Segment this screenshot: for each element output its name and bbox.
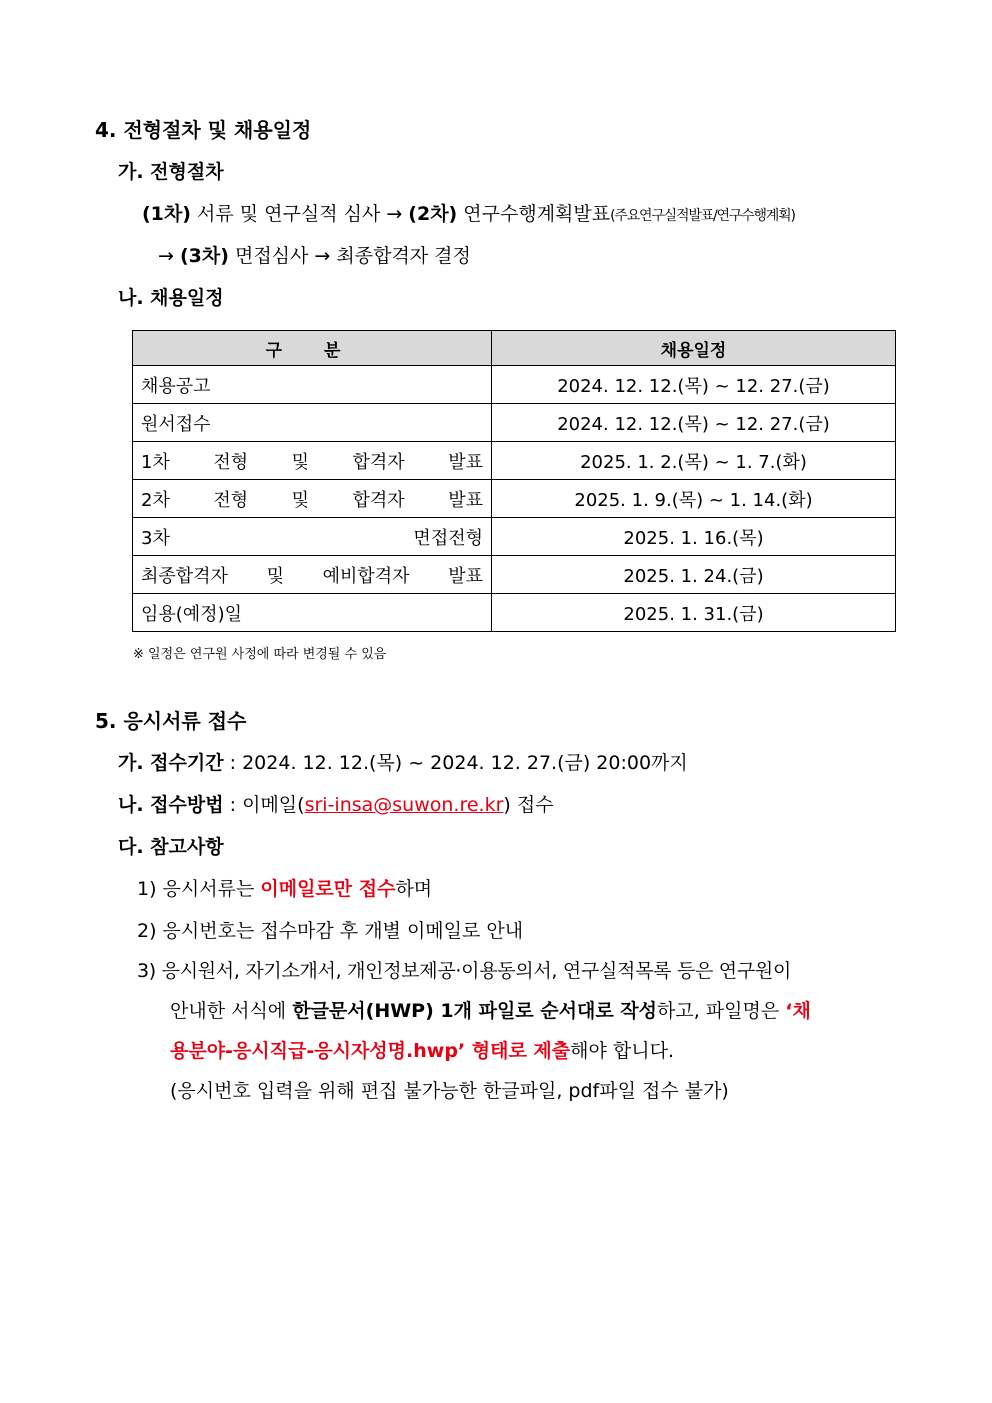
method-label: 나. 접수방법 bbox=[118, 794, 224, 816]
table-row bbox=[133, 556, 896, 594]
item3-prefix: 안내한 서식에 bbox=[170, 1000, 293, 1022]
period-value: : 2024. 12. 12.(목) ~ 2024. 12. 27.(금) 20:00까지 bbox=[223, 752, 688, 774]
step2-label: (2차) bbox=[408, 203, 458, 225]
method-suffix: ) 접수 bbox=[503, 794, 554, 816]
item3-mid: 하고, 파일명은 bbox=[657, 1000, 786, 1022]
row-category: 원서접수 bbox=[133, 404, 492, 442]
notes-heading: 다. 참고사항 bbox=[118, 836, 224, 858]
note-item-3-line-3 bbox=[170, 1038, 674, 1064]
method-line bbox=[118, 792, 554, 818]
note-item-3-line-1: 3) 응시원서, 자기소개서, 개인정보제공·이용동의서, 연구실적목록 등은 연구원이 bbox=[137, 960, 792, 982]
row-category: 2차 전형 및 합격자 발표 bbox=[133, 480, 492, 518]
row-date: 2024. 12. 12.(목) ~ 12. 27.(금) bbox=[492, 366, 896, 404]
item3-bold: 한글문서(HWP) 1개 파일로 순서대로 작성 bbox=[292, 1000, 658, 1022]
row-category: 임용(예정)일 bbox=[133, 594, 492, 632]
method-prefix: : 이메일( bbox=[223, 794, 305, 816]
table-row bbox=[133, 518, 896, 556]
table-header-row bbox=[133, 331, 896, 366]
row-date: 2025. 1. 24.(금) bbox=[492, 556, 896, 594]
row-category: 1차 전형 및 합격자 발표 bbox=[133, 442, 492, 480]
row-category: 3차 면접전형 bbox=[133, 518, 492, 556]
step2-detail: (주요연구실적발표/연구수행계획) bbox=[610, 208, 795, 224]
section4-title: 4. 전형절차 및 채용일정 bbox=[95, 118, 312, 142]
row-category: 채용공고 bbox=[133, 366, 492, 404]
row-date: 2024. 12. 12.(목) ~ 12. 27.(금) bbox=[492, 404, 896, 442]
note-item-2: 2) 응시번호는 접수마감 후 개별 이메일로 안내 bbox=[137, 920, 524, 942]
email-link[interactable]: sri-insa@suwon.re.kr bbox=[304, 794, 504, 816]
row-date: 2025. 1. 9.(목) ~ 1. 14.(화) bbox=[492, 480, 896, 518]
table-row bbox=[133, 442, 896, 480]
schedule-heading: 나. 채용일정 bbox=[118, 287, 224, 309]
item3-red-start: ‘채 bbox=[785, 1000, 811, 1022]
table-row bbox=[133, 404, 896, 442]
period-label: 가. 접수기간 bbox=[118, 752, 224, 774]
row-date: 2025. 1. 16.(목) bbox=[492, 518, 896, 556]
section5-title: 5. 응시서류 접수 bbox=[95, 709, 247, 733]
item3-suffix: 해야 합니다. bbox=[570, 1040, 674, 1062]
row-category: 최종합격자 및 예비합격자 발표 bbox=[133, 556, 492, 594]
row-date: 2025. 1. 2.(목) ~ 1. 7.(화) bbox=[492, 442, 896, 480]
note-item-3-line-4: (응시번호 입력을 위해 편집 불가능한 한글파일, pdf파일 접수 불가) bbox=[170, 1080, 729, 1102]
step2-text: 연구수행계획발표 bbox=[457, 203, 611, 225]
arrow: → bbox=[158, 245, 180, 267]
procedure-heading: 가. 전형절차 bbox=[118, 161, 224, 183]
step1-text: 서류 및 연구실적 심사 → bbox=[190, 203, 409, 225]
schedule-note: ※ 일정은 연구원 사정에 따라 변경될 수 있음 bbox=[133, 647, 387, 662]
note-item-1 bbox=[137, 876, 432, 902]
period-line bbox=[118, 750, 688, 776]
table-row bbox=[133, 366, 896, 404]
table-row bbox=[133, 594, 896, 632]
row-date: 2025. 1. 31.(금) bbox=[492, 594, 896, 632]
item3-red-end: 용분야-응시직급-응시자성명.hwp’ 형태로 제출 bbox=[170, 1040, 571, 1062]
col-date-header: 채용일정 bbox=[492, 331, 896, 366]
item1-suffix: 하며 bbox=[395, 878, 433, 900]
procedure-line-1 bbox=[142, 201, 795, 229]
table-row bbox=[133, 480, 896, 518]
note-item-3-line-2 bbox=[170, 998, 811, 1024]
step3-text: 면접심사 → 최종합격자 결정 bbox=[228, 245, 471, 267]
schedule-table bbox=[132, 330, 896, 632]
step3-label: (3차) bbox=[179, 245, 229, 267]
procedure-line-2 bbox=[158, 243, 471, 269]
step1-label: (1차) bbox=[142, 203, 191, 225]
item1-emphasis: 이메일로만 접수 bbox=[260, 878, 396, 900]
col-category-header: 구 분 bbox=[133, 331, 492, 366]
item1-prefix: 1) 응시서류는 bbox=[137, 878, 261, 900]
